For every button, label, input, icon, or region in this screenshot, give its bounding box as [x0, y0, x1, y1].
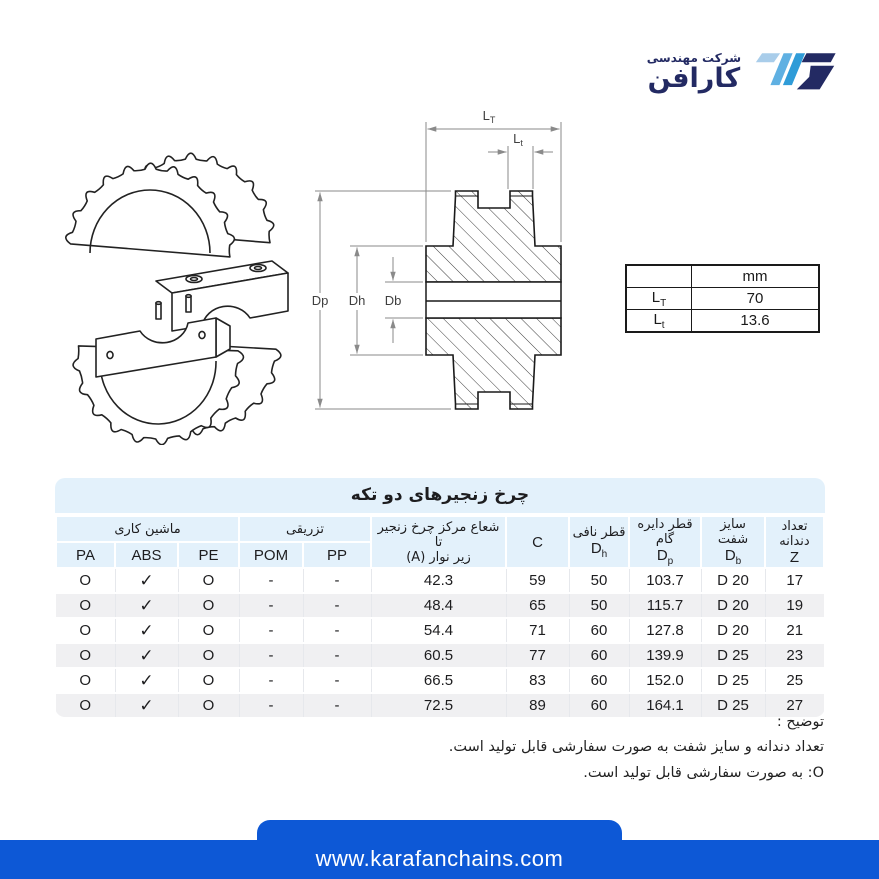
header-group-injection: تزریقی	[239, 516, 371, 542]
cell-dh: 60	[569, 618, 629, 643]
dim-label-LT: $L_T$	[482, 108, 496, 125]
table-row	[56, 668, 824, 693]
cell-pe: O	[178, 643, 239, 668]
isometric-sprocket-drawing	[38, 133, 306, 445]
cell-z: 19	[765, 593, 824, 618]
karafan-logo-icon	[751, 44, 837, 100]
cell-db: D 25	[701, 693, 765, 717]
company-logo	[647, 44, 837, 100]
cell-pp: -	[303, 668, 371, 693]
header-pa: PA	[56, 542, 115, 568]
cell-c: 83	[506, 668, 569, 693]
cell-dp: 115.7	[629, 593, 701, 618]
table-header-group-row	[56, 516, 824, 542]
cell-pa: O	[56, 643, 115, 668]
cell-db: D 20	[701, 618, 765, 643]
cell-a: 72.5	[371, 693, 506, 717]
cell-pp: -	[303, 693, 371, 717]
cell-pom: -	[239, 643, 303, 668]
cell-pom: -	[239, 568, 303, 593]
table-title: چرخ زنجیرهای دو تکه	[55, 478, 825, 515]
cell-pp: -	[303, 593, 371, 618]
cell-db: D 20	[701, 593, 765, 618]
table-row	[56, 593, 824, 618]
spec-empty-cell	[626, 265, 692, 288]
cell-a: 48.4	[371, 593, 506, 618]
header-pp: PP	[303, 542, 371, 568]
cell-pe: O	[178, 568, 239, 593]
spec-unit-header: mm	[692, 265, 820, 288]
cell-a: 54.4	[371, 618, 506, 643]
sprocket-section-body	[426, 191, 561, 409]
header-abs: ABS	[115, 542, 178, 568]
header-teeth-count: تعداد دندانه Z	[765, 516, 824, 568]
product-table	[55, 478, 825, 717]
header-c: C	[506, 516, 569, 568]
cell-abs: ✓	[115, 593, 178, 618]
cross-section-drawing	[305, 98, 605, 433]
header-pe: PE	[178, 542, 239, 568]
cell-c: 77	[506, 643, 569, 668]
dim-label-Dp: Dp	[311, 293, 329, 308]
notes-line-2: O: به صورت سفارشی قابل تولید است.	[583, 764, 824, 781]
cell-pa: O	[56, 693, 115, 717]
cell-a: 66.5	[371, 668, 506, 693]
dim-label-Db: Db	[384, 293, 402, 308]
cell-abs: ✓	[115, 668, 178, 693]
header-shaft-size: سایز شفت $D_b$	[701, 516, 765, 568]
cell-abs: ✓	[115, 618, 178, 643]
cell-db: D 25	[701, 643, 765, 668]
cell-dh: 60	[569, 693, 629, 717]
cell-z: 23	[765, 643, 824, 668]
header-radius: شعاع مرکز چرخ زنجیر تا زیر نوار (A)	[371, 516, 506, 568]
cell-pe: O	[178, 693, 239, 717]
cell-db: D 20	[701, 568, 765, 593]
table-row	[56, 568, 824, 593]
spec-row	[626, 288, 819, 310]
dim-label-Dh: Dh	[348, 293, 366, 308]
dim-label-Lt: $L_t$	[513, 131, 523, 148]
cell-pa: O	[56, 668, 115, 693]
cell-pp: -	[303, 643, 371, 668]
cell-z: 21	[765, 618, 824, 643]
cell-c: 59	[506, 568, 569, 593]
cell-abs: ✓	[115, 643, 178, 668]
cell-dp: 139.9	[629, 643, 701, 668]
cell-c: 71	[506, 618, 569, 643]
cell-pe: O	[178, 593, 239, 618]
cell-pp: -	[303, 618, 371, 643]
cell-pom: -	[239, 668, 303, 693]
cell-dp: 152.0	[629, 668, 701, 693]
notes-line-1: تعداد دندانه و سایز شفت به صورت سفارشی قابل تولید است.	[448, 739, 824, 756]
cell-dh: 50	[569, 593, 629, 618]
spec-label-LT: $L_T$	[626, 288, 692, 310]
spec-header-row	[626, 265, 819, 288]
cell-a: 60.5	[371, 643, 506, 668]
cell-a: 42.3	[371, 568, 506, 593]
spec-value-Lt: 13.6	[692, 310, 820, 333]
cell-z: 27	[765, 693, 824, 717]
cell-c: 65	[506, 593, 569, 618]
table-row	[56, 643, 824, 668]
cell-dh: 60	[569, 668, 629, 693]
cell-z: 25	[765, 668, 824, 693]
spec-row	[626, 310, 819, 333]
cell-pe: O	[178, 668, 239, 693]
table-row	[56, 618, 824, 643]
cell-dp: 127.8	[629, 618, 701, 643]
cell-pp: -	[303, 568, 371, 593]
header-pitch-diameter: قطر دایره گام $D_p$	[629, 516, 701, 568]
spec-value-LT: 70	[692, 288, 820, 310]
dimension-spec-table	[625, 264, 820, 333]
cell-pom: -	[239, 618, 303, 643]
cell-pom: -	[239, 593, 303, 618]
cell-db: D 25	[701, 668, 765, 693]
notes-heading: توضیح :	[776, 714, 824, 730]
cell-pe: O	[178, 618, 239, 643]
cell-dp: 164.1	[629, 693, 701, 717]
logo-text	[647, 51, 741, 94]
cell-pom: -	[239, 693, 303, 717]
cell-dp: 103.7	[629, 568, 701, 593]
website-link[interactable]: www.karafanchains.com	[315, 846, 564, 871]
cell-pa: O	[56, 593, 115, 618]
cell-pa: O	[56, 568, 115, 593]
cell-c: 89	[506, 693, 569, 717]
cell-dh: 50	[569, 568, 629, 593]
logo-company-name: کارافن	[647, 62, 741, 94]
cell-abs: ✓	[115, 693, 178, 717]
header-pom: POM	[239, 542, 303, 568]
cell-dh: 60	[569, 643, 629, 668]
notes-block	[449, 710, 824, 786]
spec-label-Lt: $L_t$	[626, 310, 692, 333]
logo-tagline: شرکت مهندسی	[646, 50, 741, 65]
cell-z: 17	[765, 568, 824, 593]
cell-abs: ✓	[115, 568, 178, 593]
header-group-machining: ماشین کاری	[56, 516, 239, 542]
cell-pa: O	[56, 618, 115, 643]
header-hub-diameter: قطر نافی $D_h$	[569, 516, 629, 568]
